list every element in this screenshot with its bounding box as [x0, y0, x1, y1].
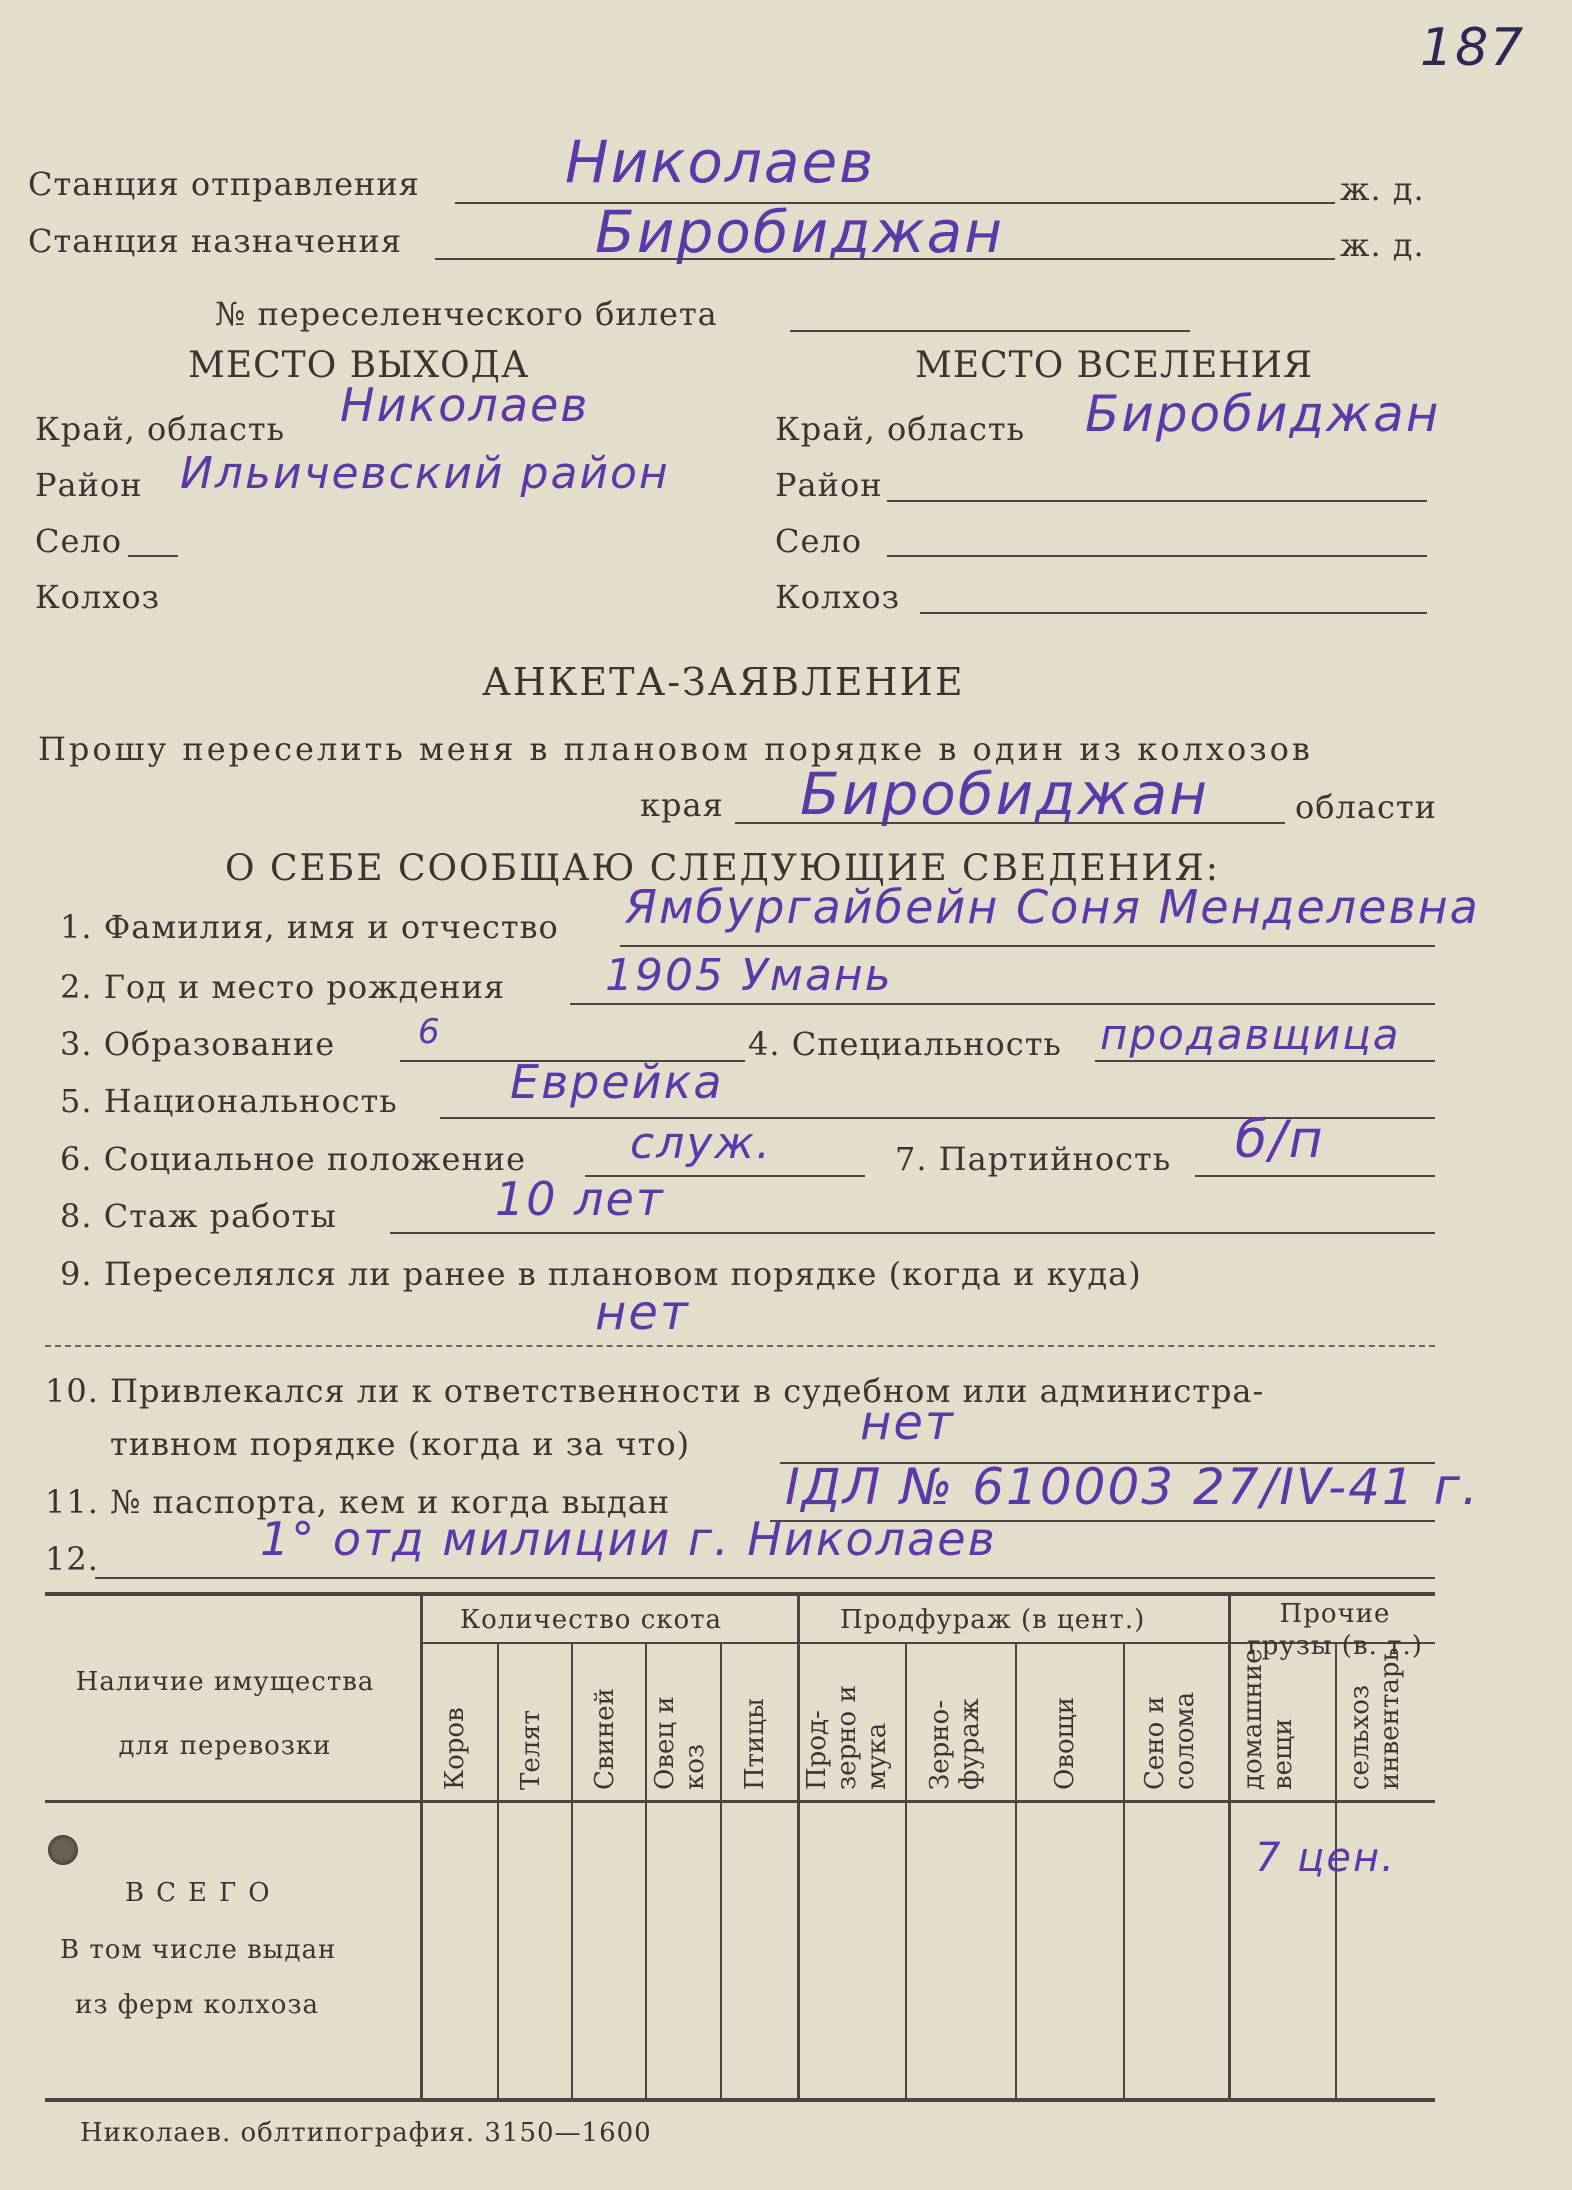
col-hay: Сено и солома — [1140, 1691, 1200, 1790]
col-birds: Птицы — [740, 1698, 770, 1790]
destination-rail-suffix: ж. д. — [1340, 226, 1425, 264]
col-pigs: Свиней — [590, 1688, 620, 1790]
field-12-value: 1° отд милиции г. Николаев — [260, 1512, 997, 1566]
origin-kolkhoz-label: Колхоз — [35, 578, 161, 616]
request-region-value: Биробиджан — [800, 760, 1210, 828]
field-1-value: Ямбургайбейн Соня Менделевна — [625, 880, 1480, 934]
col-grain: Прод-зерно и мука — [802, 1685, 892, 1790]
field-10-label-a: 10. Привлекался ли к ответственности в судебном или администра- — [45, 1372, 1265, 1410]
field-10-value: нет — [860, 1395, 955, 1451]
departure-rail-suffix: ж. д. — [1340, 170, 1425, 208]
group-other: Прочие грузы (в. т.) — [1247, 1599, 1423, 1661]
origin-district-value: Ильичевский район — [180, 448, 670, 499]
field-12-label: 12. — [45, 1540, 99, 1578]
field-6-value: служ. — [630, 1118, 772, 1169]
col-farmtools: сельхоз инвентарь — [1345, 1647, 1405, 1790]
table-top-border — [45, 1592, 1435, 1596]
request-oblasti-label: области — [1295, 788, 1437, 826]
page-number: 187 — [1420, 18, 1526, 78]
origin-district-label: Район — [35, 466, 143, 504]
col-vegetables: Овощи — [1050, 1696, 1080, 1790]
departure-station-value: Николаев — [565, 128, 876, 196]
col-calves: Телят — [516, 1709, 546, 1790]
field-3-value: 6 — [418, 1012, 442, 1052]
table-bottom-border — [45, 2098, 1435, 2102]
field-7-value: б/п — [1235, 1110, 1325, 1170]
field-8-label: 8. Стаж работы — [60, 1197, 337, 1235]
field-1-label: 1. Фамилия, имя и отчество — [60, 908, 559, 946]
field-5-label: 5. Национальность — [60, 1082, 398, 1120]
field-9-value: нет — [595, 1285, 690, 1341]
origin-region-value: Николаев — [340, 378, 590, 432]
footer-imprint: Николаев. облтипография. 3150—1600 — [80, 2118, 652, 2148]
form-title: АНКЕТА-ЗАЯВЛЕНИЕ — [482, 660, 965, 704]
field-7-label: 7. Партийность — [895, 1140, 1172, 1178]
field-2-value: 1905 Умань — [605, 950, 893, 1001]
field-10-label-b: тивном порядке (когда и за что) — [110, 1425, 691, 1463]
destination-region-value: Биробиджан — [1085, 385, 1441, 443]
row-total: ВСЕГО — [125, 1878, 282, 1908]
origin-village-label: Село — [35, 522, 123, 560]
row-including: В том числе выдан — [60, 1935, 337, 1965]
table-row-header: Наличие имущества для перевозки — [75, 1667, 375, 1761]
field-2-label: 2. Год и место рождения — [60, 968, 506, 1006]
destination-kolkhoz-label: Колхоз — [775, 578, 901, 616]
punch-hole — [48, 1835, 78, 1865]
origin-region-label: Край, область — [35, 410, 285, 448]
destination-region-label: Край, область — [775, 410, 1025, 448]
field-8-value: 10 лет — [495, 1172, 665, 1226]
request-line: Прошу переселить меня в плановом порядке в один из колхозов — [38, 730, 1313, 768]
section-title: О СЕБЕ СООБЩАЮ СЛЕДУЮЩИЕ СВЕДЕНИЯ: — [225, 848, 1220, 889]
field-6-label: 6. Социальное положение — [60, 1140, 527, 1178]
departure-station-label: Станция отправления — [28, 165, 420, 203]
col-household: домашние вещи — [1238, 1648, 1298, 1790]
field-3-label: 3. Образование — [60, 1025, 336, 1063]
destination-village-label: Село — [775, 522, 863, 560]
origin-title: МЕСТО ВЫХОДА — [188, 345, 530, 386]
group-fodder: Продфураж (в цент.) — [840, 1605, 1146, 1635]
col-cows: Коров — [440, 1707, 470, 1790]
field-11-value: ІДЛ № 610003 27/IV-41 г. — [785, 1458, 1480, 1516]
field-11-label: 11. № паспорта, кем и когда выдан — [45, 1483, 671, 1521]
field-4-value: продавщица — [1100, 1010, 1401, 1059]
table-header-bottom — [45, 1800, 1435, 1803]
row-farms: из ферм колхоза — [75, 1990, 320, 2020]
destination-station-label: Станция назначения — [28, 222, 403, 260]
household-value: 7 цен. — [1255, 1835, 1396, 1881]
destination-station-value: Биробиджан — [595, 198, 1005, 266]
field-9-label: 9. Переселялся ли ранее в плановом порядке (когда и куда) — [60, 1255, 1142, 1293]
field-5-value: Еврейка — [510, 1055, 724, 1109]
group-livestock: Количество скота — [460, 1605, 723, 1635]
col-sheep: Овец и коз — [650, 1696, 710, 1790]
field-4-label: 4. Специальность — [748, 1025, 1062, 1063]
col-feedgrain: Зерно-фураж — [925, 1698, 985, 1790]
destination-title: МЕСТО ВСЕЛЕНИЯ — [915, 345, 1314, 386]
ticket-number-label: № переселенческого билета — [215, 295, 718, 333]
destination-district-label: Район — [775, 466, 883, 504]
request-kraya-label: края — [640, 786, 724, 824]
